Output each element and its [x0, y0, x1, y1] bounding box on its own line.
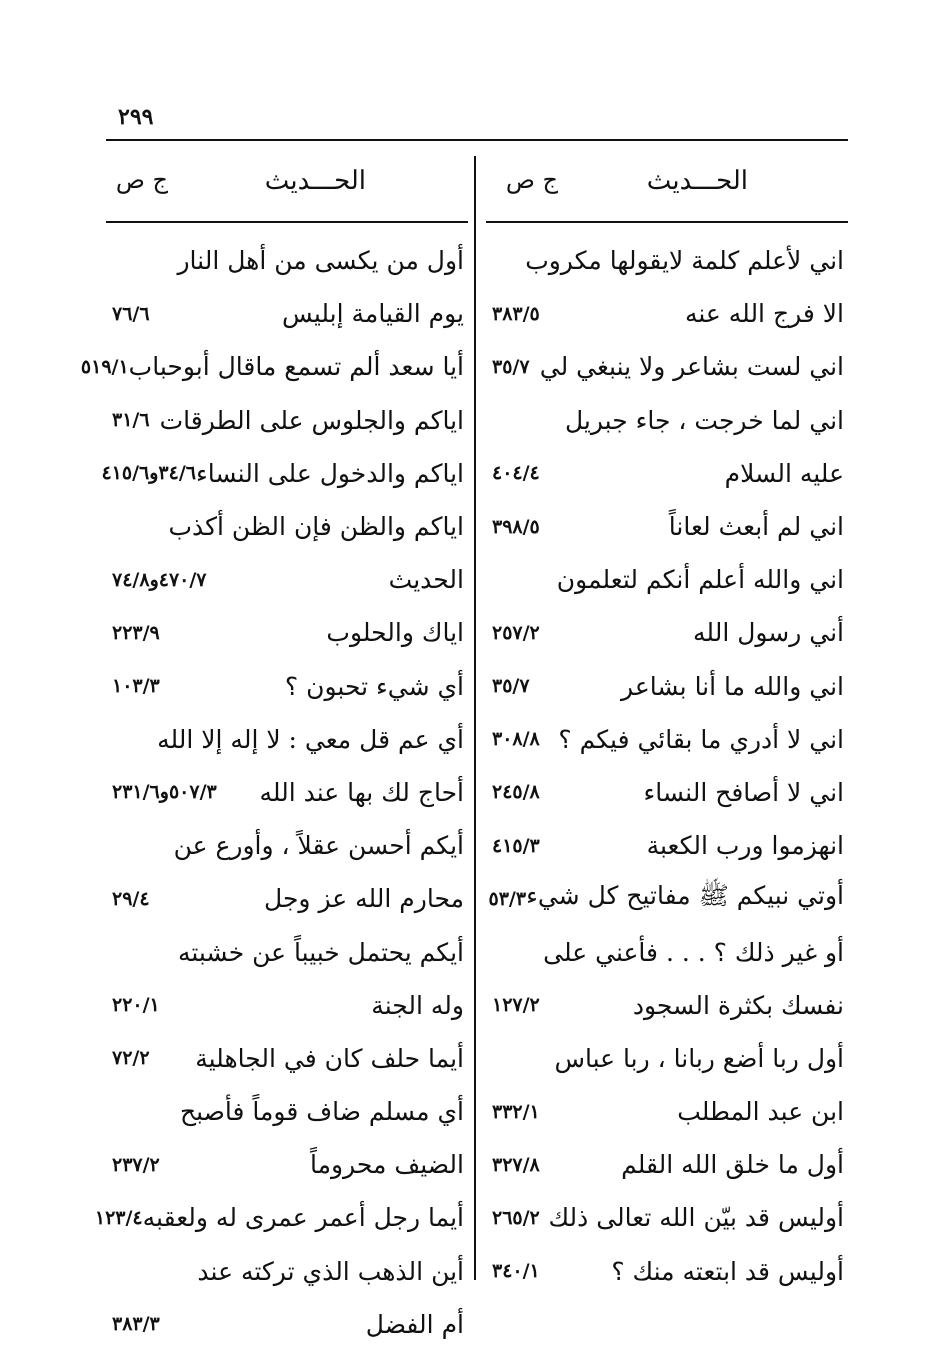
index-row [106, 766, 468, 819]
hadith-text: الحديث [388, 565, 464, 595]
index-row [106, 500, 468, 553]
index-row [106, 979, 468, 1032]
hadith-text: أني رسول الله [693, 618, 844, 648]
index-row [486, 766, 848, 819]
index-row [106, 1298, 468, 1351]
index-row [80, 340, 468, 393]
index-row [486, 234, 848, 287]
hadith-text: اني لم أبعث لعاناً [668, 512, 844, 542]
hadith-text: أول ربا أضع ربانا ، ربا عباس [554, 1043, 844, 1073]
index-row [106, 660, 468, 713]
hadith-text: اياكم والظن فإن الظن أكذب [168, 512, 464, 542]
hadith-header-label: الحـــديث [264, 166, 366, 196]
index-row [486, 925, 848, 978]
volume-page-ref: ٣٨٣/٣ [112, 1313, 160, 1336]
index-row [106, 1138, 468, 1191]
index-row [486, 1245, 848, 1298]
hadith-text: اياك والحلوب [326, 618, 464, 648]
volume-page-ref: ٢٢٣/٩ [112, 621, 160, 644]
volume-page-ref: ٢٥٧/٢ [492, 621, 540, 644]
volume-page-ref: ٣٨٣/٥ [492, 302, 540, 325]
index-row [486, 1032, 848, 1085]
hadith-text: أيما رجل أعمر عمرى له ولعقبه [142, 1203, 464, 1233]
hadith-text: أحاج لك بها عند الله [259, 777, 464, 807]
hadith-text: أي عم قل معي : لا إله إلا الله [157, 724, 464, 754]
volume-page-ref: ٢٣٧/٢ [112, 1153, 160, 1176]
index-row [486, 394, 848, 447]
hadith-text: وله الجنة [371, 990, 464, 1020]
hadith-text: اني لأعلم كلمة لايقولها مكروب [525, 246, 844, 276]
hadith-text: الضيف محروماً [309, 1150, 464, 1180]
volume-page-ref: ٣٥/٧ [492, 675, 530, 698]
hadith-text: اياكم والجلوس على الطرقات [159, 405, 464, 435]
hadith-text: نفسك بكثرة السجود [632, 990, 844, 1020]
index-row [486, 1191, 848, 1244]
hadith-text: محارم الله عز وجل [264, 884, 464, 914]
index-row [106, 1085, 468, 1138]
hadith-text: أم الفضل [365, 1309, 464, 1339]
hadith-text: أوليس قد ابتعته منك ؟ [611, 1256, 844, 1286]
index-row [486, 1138, 848, 1191]
index-row [486, 553, 848, 606]
volume-page-header-label: ج ص [115, 166, 168, 194]
hadith-text: أي شيء تحبون ؟ [284, 671, 464, 701]
index-row [486, 606, 848, 659]
hadith-text: انهزموا ورب الكعبة [646, 831, 844, 861]
hadith-text: أيا سعد ألم تسمع ماقال أبوحباب [128, 352, 464, 382]
hadith-text: أيما حلف كان في الجاهلية [195, 1043, 464, 1073]
hadith-header-label: الحـــديث [646, 166, 748, 196]
hadith-text: الا فرج الله عنه [684, 299, 844, 329]
index-row [486, 340, 848, 393]
index-row [106, 234, 468, 287]
hadith-text: أين الذهب الذي تركته عند [197, 1256, 464, 1286]
hadith-text: اني لست بشاعر ولا ينبغي لي [539, 352, 844, 382]
hadith-text: اني والله أعلم أنكم لتعلمون [556, 565, 844, 595]
hadith-text: أيكم يحتمل خبيباً عن خشبته [177, 937, 464, 967]
index-row [106, 287, 468, 340]
hadith-text: أول ما خلق الله القلم [621, 1150, 844, 1180]
index-row [106, 713, 468, 766]
volume-page-ref: ٤١٥/٣ [492, 834, 540, 857]
volume-page-ref: ٧٢/٢ [112, 1047, 150, 1070]
hadith-text: أوليس قد بيّن الله تعالى ذلك [548, 1203, 844, 1233]
hadith-text: اني والله ما أنا بشاعر [621, 671, 844, 701]
index-row [106, 872, 468, 925]
hadith-text: أو غير ذلك ؟ . . . فأعني على [543, 937, 844, 967]
volume-page-ref: ٣٤٠/١ [492, 1260, 540, 1283]
hadith-text: اني لا أصافح النساء [643, 777, 844, 807]
volume-page-ref: ٣٩٨/٥ [492, 515, 540, 538]
index-row [486, 713, 848, 766]
index-row [106, 819, 468, 872]
index-row [486, 447, 848, 500]
volume-page-ref: ٣٢٧/٨ [492, 1153, 540, 1176]
column-divider [474, 156, 476, 1280]
volume-page-ref: ٣٤/٦و٤١٥/٦ [101, 462, 196, 485]
index-row [486, 872, 848, 925]
volume-page-ref: ١٠٣/٣ [112, 675, 160, 698]
hadith-text: يوم القيامة إبليس [281, 299, 464, 329]
hadith-text: اني لا أدري ما بقائي فيكم ؟ [558, 724, 844, 754]
volume-page-ref: ٣٣٢/١ [492, 1100, 540, 1123]
index-row [486, 287, 848, 340]
hadith-text: اني لما خرجت ، جاء جبريل [565, 405, 844, 435]
volume-page-ref: ٥١٩/١ [80, 355, 129, 378]
index-row [486, 660, 848, 713]
index-row [486, 979, 848, 1032]
volume-page-ref: ١٢٣/٤ [94, 1206, 143, 1229]
left-column [80, 234, 468, 1351]
volume-page-ref: ٢٤٥/٨ [492, 781, 540, 804]
volume-page-ref: ٣٥/٧ [492, 355, 530, 378]
volume-page-ref: ١٢٧/٢ [492, 994, 540, 1017]
index-row [106, 394, 468, 447]
index-row [106, 1032, 468, 1085]
volume-page-ref: ٣١/٦ [112, 409, 150, 432]
index-row [486, 819, 848, 872]
right-column-header [486, 162, 848, 206]
left-column-header [106, 162, 468, 206]
right-header-rule [486, 221, 848, 223]
volume-page-ref: ٤٠٤/٤ [492, 462, 540, 485]
volume-page-ref: ٥٠٧/٣و٢٣١/٦ [112, 781, 217, 804]
index-row [106, 925, 468, 978]
volume-page-ref: ٤٧٠/٧و٧٤/٨ [112, 568, 207, 591]
volume-page-ref: ٢٢٠/١ [112, 994, 160, 1017]
hadith-text: أول من يكسى من أهل النار [177, 246, 464, 276]
index-row [486, 500, 848, 553]
volume-page-ref: ٧٦/٦ [112, 302, 150, 325]
index-row [106, 1245, 468, 1298]
volume-page-header-label: ج ص [505, 166, 558, 194]
hadith-text: أي مسلم ضاف قوماً فأصبح [179, 1097, 464, 1127]
volume-page-ref: ٥٣/٣ [488, 887, 527, 910]
top-rule [106, 139, 848, 141]
index-row [101, 447, 468, 500]
volume-page-ref: ٢٦٥/٢ [492, 1206, 540, 1229]
page-number: ٢٩٩ [118, 104, 154, 130]
volume-page-ref: ٢٩/٤ [112, 887, 150, 910]
left-header-rule [106, 221, 468, 223]
volume-page-ref: ٣٠٨/٨ [492, 728, 540, 751]
hadith-text: ابن عبد المطلب [677, 1097, 844, 1127]
hadith-text: اياكم والدخول على النساء [195, 458, 464, 488]
right-column [486, 234, 848, 1298]
hadith-text: عليه السلام [724, 458, 844, 488]
index-row [106, 553, 468, 606]
index-row [486, 1085, 848, 1138]
hadith-text: أوتي نبيكم ﷺ مفاتيح كل شيء [526, 881, 844, 911]
index-row [94, 1191, 468, 1244]
hadith-text: أيكم أحسن عقلاً ، وأورع عن [173, 831, 464, 861]
index-row [106, 606, 468, 659]
